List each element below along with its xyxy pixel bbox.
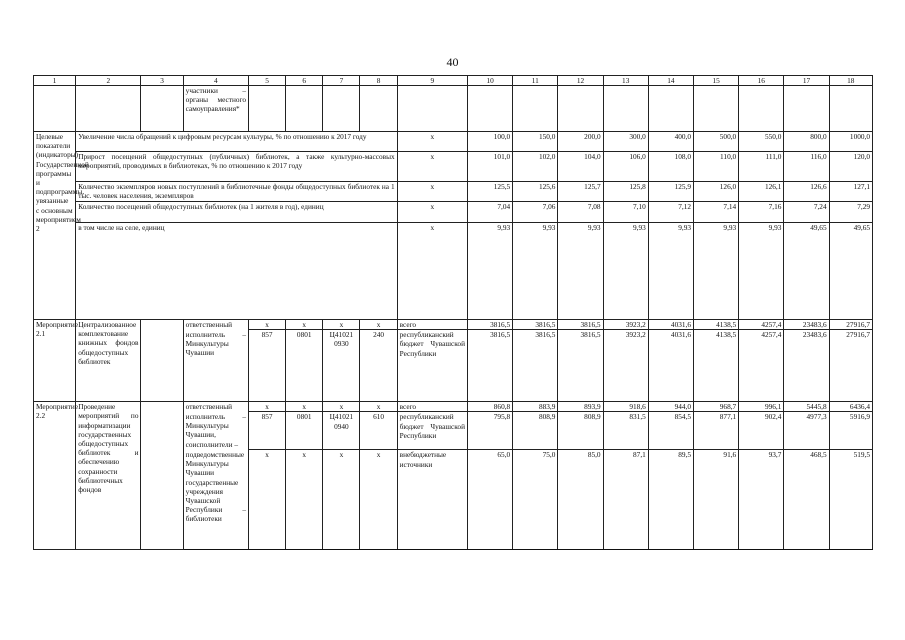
event-2-2-label: Мероприятие 2.2	[34, 402, 76, 550]
target-text: Количество посещений общедоступных библиотек (на 1 жителя в год), единиц	[76, 202, 397, 223]
column-number: 15	[694, 76, 739, 86]
column-number: 11	[513, 76, 558, 86]
column-number: 5	[248, 76, 285, 86]
target-row: Количество экземпляров новых поступлений в библиотечные фонды общедоступных библиотек на 1 тыс. человек населения, экземпляров x 125,5 125,6 125,7 125,8 125,9 126,0 126,1 126,6 127,1	[34, 182, 873, 202]
column-number: 14	[648, 76, 693, 86]
column-number: 12	[558, 76, 603, 86]
column-number-row	[34, 76, 873, 86]
column-number: 4	[183, 76, 248, 86]
event-2-2-budget-row: исполнитель – Минкультуры Чувашии, соисполнители – 857 0801 Ц41021 0940 610 республиканский бюджет Чувашской Республики 795,8 808,9 808,9 831,5 854,5 877,1 902,4 4977,3 5916,9	[34, 412, 873, 450]
participants-row	[34, 86, 873, 132]
column-number: 2	[76, 76, 141, 86]
targets-label: Целевые показатели (индикаторы) Государственной программы и подпрограммы, увязанные с основным мероприятием 2	[34, 132, 76, 320]
event-2-1-label: Мероприятие 2.1	[34, 320, 76, 402]
target-row: Прирост посещений общедоступных (публичных) библиотек, а также культурно-массовых мероприятий, проводимых в библиотеках, % по отношению к 2017 году x 101,0 102,0 104,0 106,0 108,0 110,0 111,0 116,0 120,0	[34, 152, 873, 182]
target-row: Целевые показатели (индикаторы) Государственной программы и подпрограммы, увязанные с основным мероприятием 2 Увеличение числа обращений к цифровым ресурсам культуры, % по отношению к 2017 году x 100,0 150,0 200,0 300,0 400,0 500,0 550,0 800,0 1000,0	[34, 132, 873, 152]
target-text: Прирост посещений общедоступных (публичных) библиотек, а также культурно-массовых мероприятий, проводимых в библиотеках, % по отношению к 2017 году	[76, 152, 397, 182]
program-table	[33, 75, 873, 550]
column-number: 6	[286, 76, 323, 86]
event-2-2-name: Проведение мероприятий по информатизации государственных общедоступных библиотек и обеспечению сохранности библиотечных фондов	[76, 402, 141, 550]
target-row: в том числе на селе, единиц x 9,93 9,93 9,93 9,93 9,93 9,93 9,93 49,65 49,65	[34, 223, 873, 320]
column-number: 8	[360, 76, 397, 86]
event-2-2-offbudget-row: подведомственные Минкультуры Чувашии государственные учреждения Чувашской Республики – библиотеки x x x x внебюджетные источники 65,0 75,0 85,0 87,1 89,5 91,6 93,7 468,5 519,5	[34, 450, 873, 550]
column-number: 1	[34, 76, 76, 86]
page-number: 40	[446, 55, 459, 69]
event-2-2-total-row: Мероприятие 2.2 Проведение мероприятий по информатизации государственных общедоступных библиотек и обеспечению сохранности библиотечных фондов ответственный x x x x всего 860,8 883,9 893,9 918,6 944,0 968,7 996,1 5445,8 6436,4	[34, 402, 873, 412]
event-2-1-budget-row: исполнитель – Минкультуры Чувашии 857 0801 Ц41021 0930 240 республиканский бюджет Чувашской Республики 3816,5 3816,5 3816,5 3923,2 4031,6 4138,5 4257,4 23483,6 27916,7	[34, 330, 873, 402]
column-number: 18	[829, 76, 872, 86]
column-number: 17	[784, 76, 829, 86]
column-number: 3	[141, 76, 183, 86]
column-number: 9	[397, 76, 467, 86]
target-text: Количество экземпляров новых поступлений в библиотечные фонды общедоступных библиотек на 1 тыс. человек населения, экземпляров	[76, 182, 397, 202]
participants-text: участники – органы местного самоуправления*	[183, 86, 248, 132]
event-2-1-name: Централизованное комплектование книжных фондов общедоступных библиотек	[76, 320, 141, 402]
column-number: 16	[739, 76, 784, 86]
target-text: в том числе на селе, единиц	[76, 223, 397, 320]
column-number: 10	[467, 76, 512, 86]
target-row: Количество посещений общедоступных библиотек (на 1 жителя в год), единиц x 7,04 7,06 7,08 7,10 7,12 7,14 7,16 7,24 7,29	[34, 202, 873, 223]
event-2-1-total-row: Мероприятие 2.1 Централизованное комплектование книжных фондов общедоступных библиотек ответственный x x x x всего 3816,5 3816,5 3816,5 3923,2 4031,6 4138,5 4257,4 23483,6 27916,7	[34, 320, 873, 330]
target-text: Увеличение числа обращений к цифровым ресурсам культуры, % по отношению к 2017 году	[76, 132, 397, 152]
column-number: 13	[603, 76, 648, 86]
column-number: 7	[323, 76, 360, 86]
